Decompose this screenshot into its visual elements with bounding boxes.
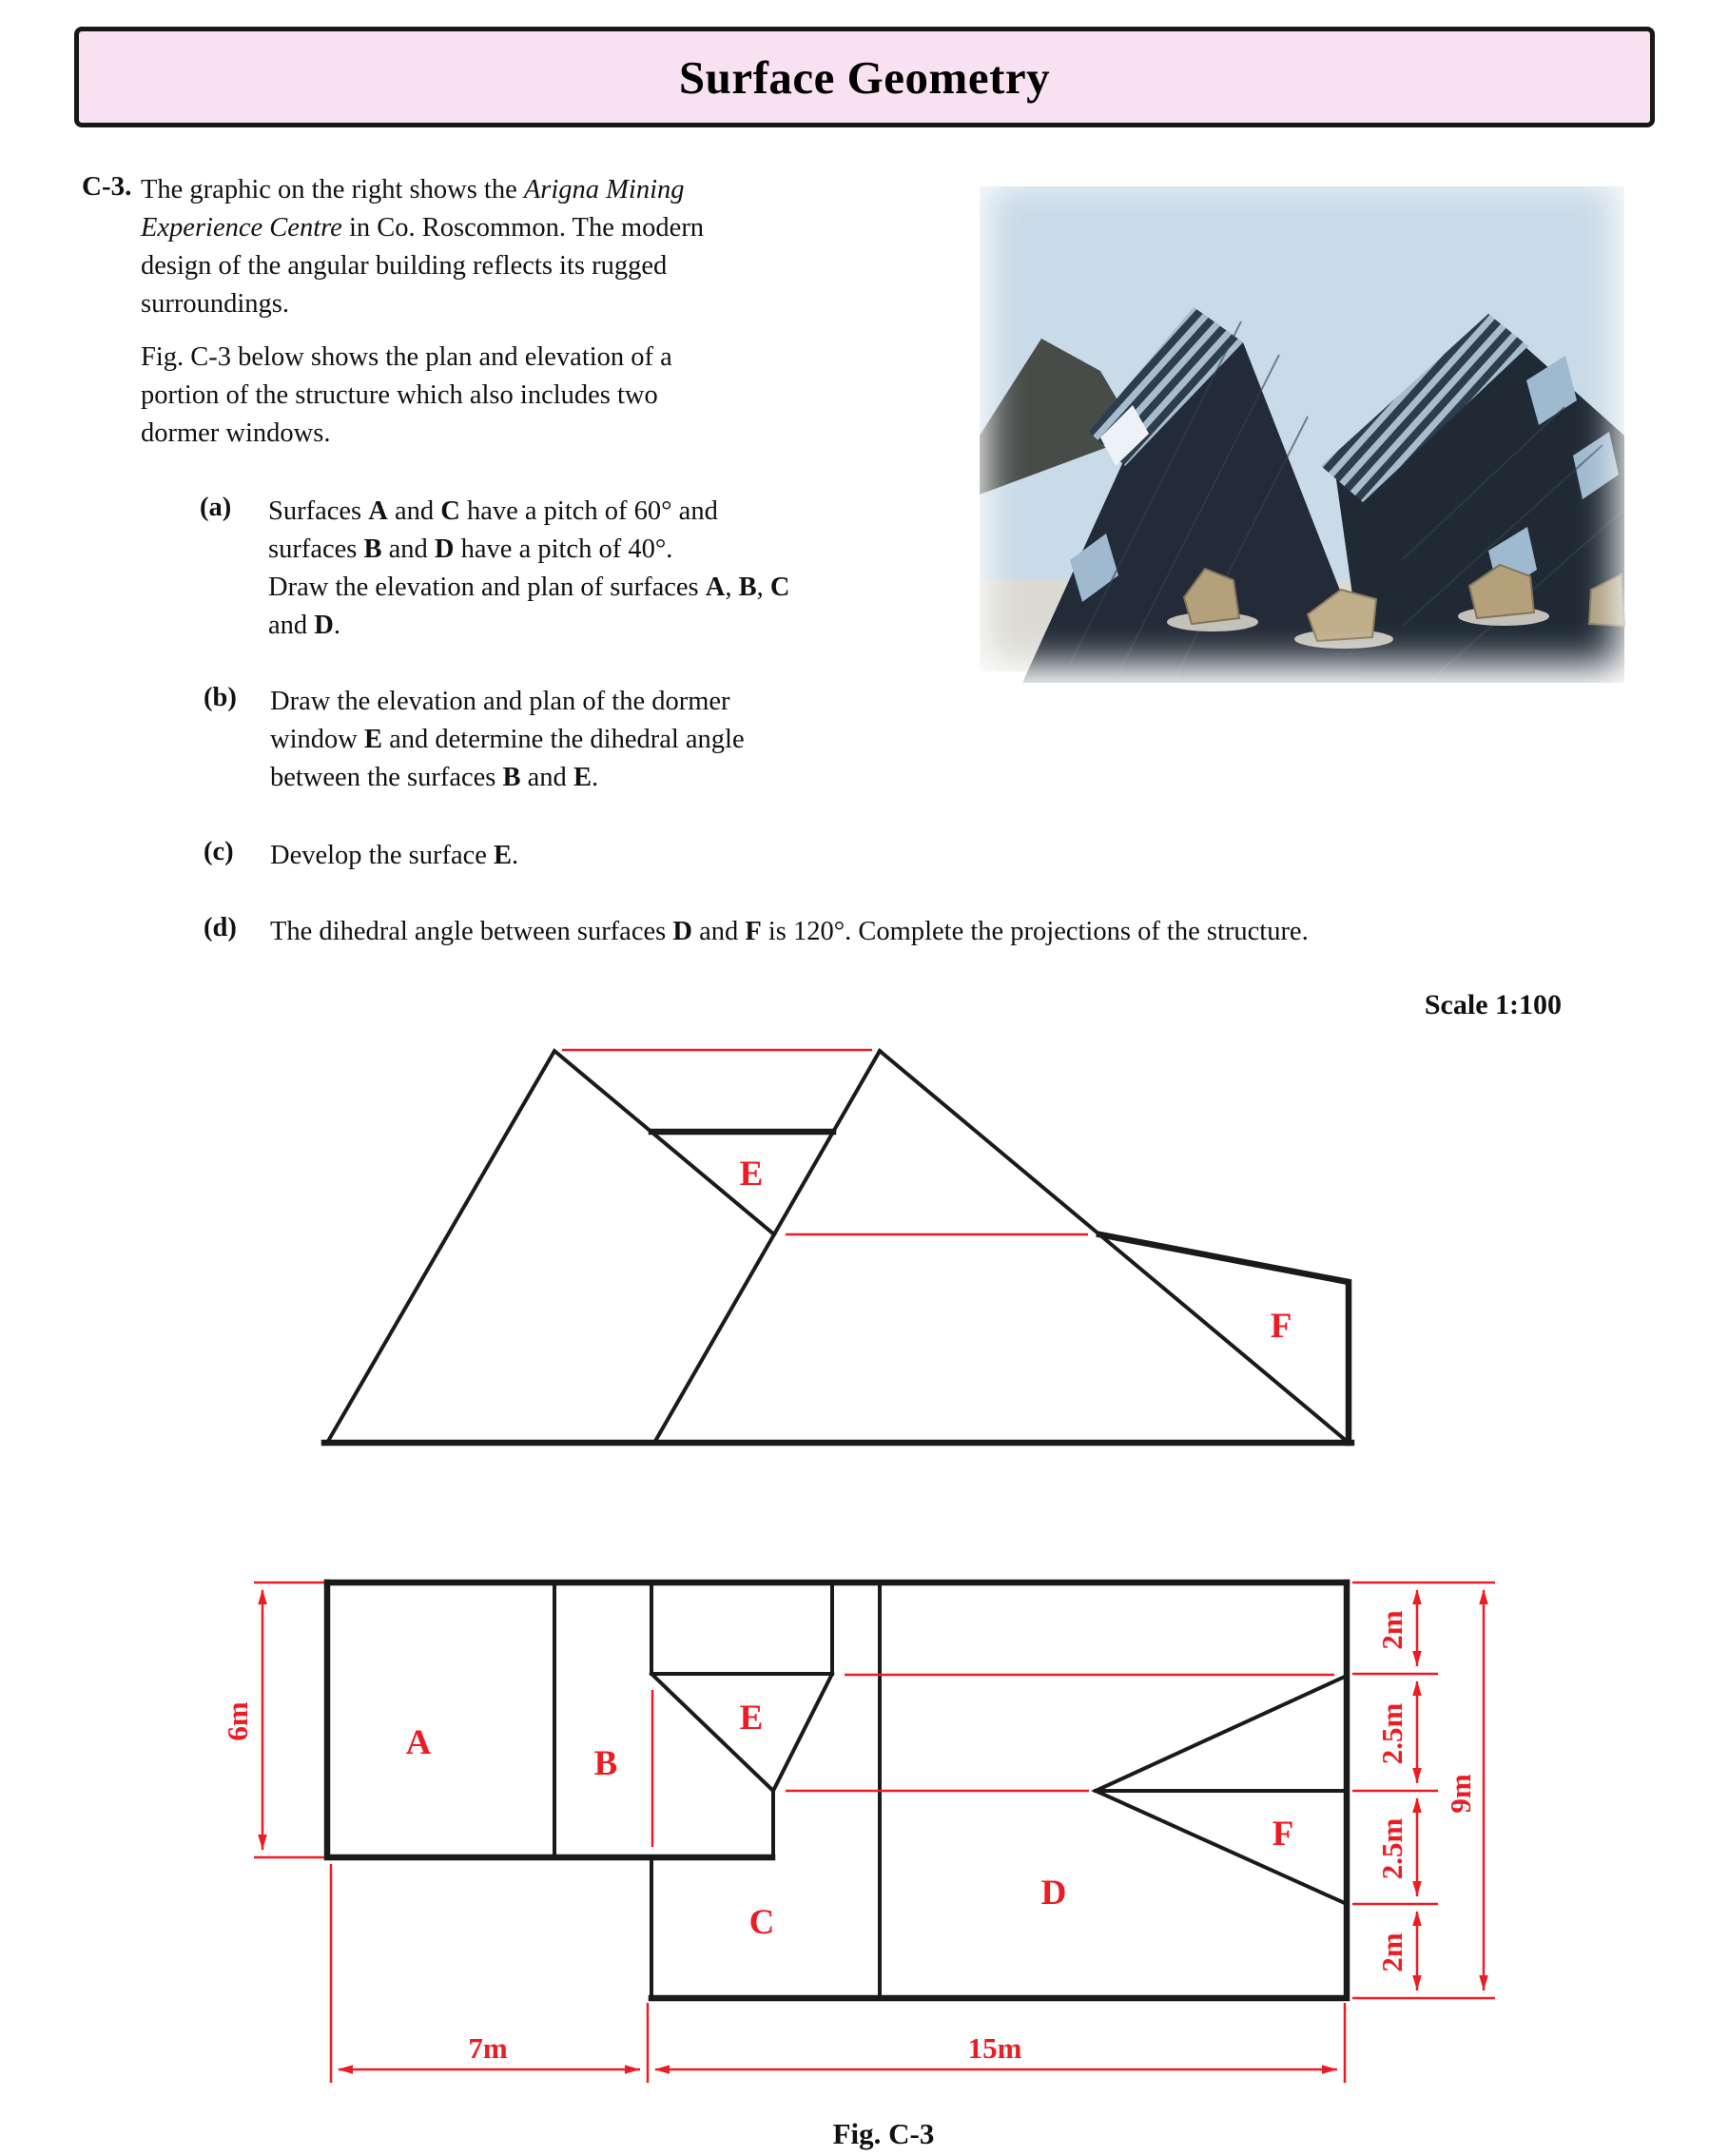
item-text-b: Draw the elevation and plan of the dormer window E and determine the dihedral angle between the surfaces B and E. [270, 687, 745, 792]
item-text-a: Surfaces A and C have a pitch of 60° and surfaces B and D have a pitch of 40°. Draw the elevation and plan of surfaces A, B, C and D. [268, 496, 790, 640]
plan-label-f: F [1272, 1815, 1294, 1854]
dim-2p5m-lower: 2.5m [1375, 1817, 1408, 1880]
elevation-label-e: E [739, 1155, 764, 1194]
problem-number: C-3. [82, 171, 132, 202]
plan-label-e: E [739, 1699, 764, 1738]
item-text-c: Develop the surface E. [270, 841, 519, 870]
elevation-label-f: F [1270, 1307, 1292, 1346]
item-label-a: (a) [200, 493, 232, 522]
item-label-c: (c) [204, 837, 234, 866]
figure-caption: Fig. C-3 [832, 2117, 935, 2150]
dim-9m: 9m [1444, 1774, 1477, 1814]
dim-6m: 6m [221, 1701, 254, 1741]
plan-label-d: D [1040, 1874, 1067, 1913]
elevation-outline [327, 1051, 1349, 1443]
projection-lines [562, 1050, 1334, 1847]
plan-label-c: C [748, 1903, 775, 1942]
dim-7m: 7m [468, 2031, 508, 2065]
dim-2m-top: 2m [1375, 1610, 1408, 1650]
problem-paragraph-1: The graphic on the right shows the Arigna Mining Experience Centre in Co. Roscommon. The modern design of the angular building reflects its rugged surroundings. [141, 175, 705, 319]
problem-paragraph-2: Fig. C-3 below shows the plan and elevation of a portion of the structure which also includes two dormer windows. [141, 342, 672, 448]
plan-label-b: B [593, 1744, 618, 1783]
dim-15m: 15m [967, 2031, 1022, 2065]
dim-2m-bottom: 2m [1375, 1933, 1408, 1972]
dimension-extension-lines [254, 1583, 1495, 2083]
page-title: Surface Geometry [678, 50, 1051, 104]
item-text-d: The dihedral angle between surfaces D and F is 120°. Complete the projections of the structure. [270, 917, 1309, 946]
dim-2p5m-upper: 2.5m [1375, 1702, 1408, 1765]
plan-label-a: A [405, 1723, 432, 1762]
item-label-b: (b) [204, 683, 237, 712]
scale-note: Scale 1:100 [1424, 989, 1562, 1020]
item-label-d: (d) [204, 913, 237, 942]
